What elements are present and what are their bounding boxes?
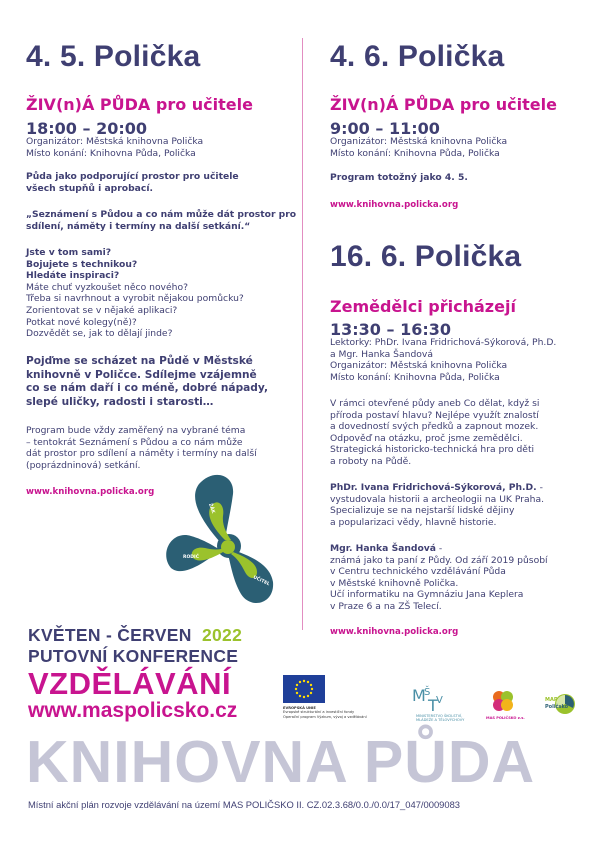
- right1-event-time: 9:00 – 11:00: [330, 119, 440, 138]
- bio-line: vystudovala historii a archeologii na UK Praha.: [330, 493, 545, 505]
- right2-event-date: 16. 6. Polička: [330, 240, 522, 273]
- eu-flag-logo: [283, 675, 325, 703]
- right1-url-link[interactable]: www.knihovna.policka.org: [330, 200, 459, 210]
- right1-note: Program totožný jako 4. 5.: [330, 172, 468, 183]
- desc-line: V rámci otevřené půdy aneb Co dělat, když si: [330, 398, 540, 409]
- svg-text:Š: Š: [424, 687, 431, 698]
- right2-organizer: Organizátor: Městská knihovna Polička: [330, 360, 508, 372]
- right2-event-title: Zemědělci přicházejí: [330, 297, 516, 316]
- question-item: Jste v tom sami?: [26, 247, 112, 258]
- left-intro-line: všech stupňů i aprobací.: [26, 182, 153, 194]
- bio1-name: PhDr. Ivana Fridrichová-Sýkorová, Ph.D.: [330, 482, 537, 493]
- svg-text:V: V: [436, 695, 443, 706]
- header-title: VZDĚLÁVÁNÍ: [28, 666, 232, 701]
- right2-bio2: [330, 543, 548, 613]
- question-item: Dozvědět se, jak to dělají jinde?: [26, 328, 173, 340]
- left-program: [26, 425, 257, 471]
- program-line: (poprázdninová) setkání.: [26, 459, 141, 471]
- triskelion-graphic: [165, 470, 295, 620]
- right2-url-link[interactable]: www.knihovna.policka.org: [330, 627, 459, 637]
- map-label: [545, 697, 558, 703]
- left-questions: [26, 247, 244, 340]
- label-ucitel: UČITEL: [252, 575, 271, 588]
- right2-lecturers: a Mgr. Hanka Šandová: [330, 348, 433, 360]
- right1-organizer: Organizátor: Městská knihovna Polička: [330, 136, 508, 147]
- bio-line: v Praze 6 a na ZŠ Telecí.: [330, 600, 442, 612]
- invite-line: Pojďme se scházet na Půdě v Městské: [26, 355, 253, 367]
- desc-line: a roboty na Půdě.: [330, 455, 412, 467]
- right1-venue: Místo konání: Knihovna Půda, Polička: [330, 147, 500, 159]
- left-quote-line: „Seznámení s Půdou a co nám může dát prostor pro: [26, 209, 297, 220]
- bio-line: známá jako ta paní z Půdy. Od září 2019 působí: [330, 554, 548, 566]
- left-event-time: 18:00 – 20:00: [26, 119, 147, 138]
- triskelion-petals: [166, 475, 273, 603]
- eu-line: Evropské strukturální a investiční fondy: [283, 710, 355, 715]
- left-event-title: ŽIV(n)Á PŮDA pro učitele: [26, 95, 253, 114]
- question-item: Zorientovat se v nějaké aplikaci?: [26, 304, 178, 316]
- left-quote-line: sdílení, náměty i termíny na další setkání.“: [26, 220, 251, 232]
- eu-line: EVROPSKÁ UNIE: [283, 706, 316, 710]
- left-quote: [26, 209, 296, 232]
- desc-line: příroda postaví hlavu? Nejlépe využít znalostí: [330, 409, 539, 421]
- right1-event-date: 4. 6. Polička: [330, 40, 505, 73]
- label-zak: ŽÁK: [207, 502, 216, 515]
- right1-event-info: [330, 136, 507, 159]
- bio-line: v Centru technického vzdělávání Půda: [330, 566, 506, 578]
- left-invite: [26, 355, 268, 409]
- question-item: Máte chuť vyzkoušet něco nového?: [26, 281, 188, 293]
- left-venue: Místo konání: Knihovna Půda, Polička: [26, 147, 196, 159]
- map-label-sub: Poličsko: [545, 704, 569, 710]
- bio1-header: [330, 482, 544, 494]
- bio2-header: [330, 543, 548, 555]
- left-organizer: Organizátor: Městská knihovna Polička: [26, 136, 204, 147]
- bio2-name: Mgr. Hanka Šandová: [330, 543, 436, 554]
- msmt-text: [416, 714, 486, 723]
- invite-line: slepé uličky, radosti i starosti…: [26, 395, 214, 408]
- bio-line: v Městské knihovně Polička.: [330, 577, 459, 589]
- label-rodic: RODIČ: [183, 555, 200, 560]
- msmt-line: MINISTERSTVO ŠKOLSTVÍ,: [416, 714, 463, 718]
- right2-description: [330, 398, 539, 468]
- right2-event-info: [330, 337, 556, 383]
- header-year: 2022: [201, 625, 243, 645]
- left-intro-line: Půda jako podporující prostor pro učitele: [26, 171, 239, 182]
- header-conference: PUTOVNÍ KONFERENCE: [28, 646, 239, 666]
- question-item: Potkat nové kolegy(ně)?: [26, 316, 137, 328]
- eu-stars-icon: [283, 675, 325, 703]
- left-intro: [26, 171, 239, 194]
- desc-line: Odpověď na otázku, proč jsme zemědělci.: [330, 432, 523, 444]
- msmt-logo-icon: [410, 683, 450, 713]
- question-item: Třeba si navrhnout a vyrobit nějakou pomůcku?: [26, 293, 244, 305]
- bio2-dash: -: [436, 543, 443, 554]
- map-label-line: MAP: [545, 697, 558, 703]
- mas-label: MAS POLIČSKO z.s.: [486, 716, 525, 720]
- desc-line: a dovedností svých předků a zapnout mozek.: [330, 421, 539, 433]
- eu-line: Operační program Výzkum, vývoj a vzdělávání: [283, 714, 367, 719]
- left-url-link[interactable]: www.knihovna.policka.org: [26, 487, 155, 497]
- program-line: dát prostor pro sdílení a náměty i termíny na další: [26, 448, 257, 460]
- header-url-link[interactable]: www.maspolicsko.cz: [28, 699, 238, 722]
- footer-text: Místní akční plán rozvoje vzdělávání na území MAS POLIČSKO II. CZ.02.3.68/0.0./0.0/17_047/0009083: [28, 799, 461, 810]
- svg-text:M: M: [412, 686, 426, 705]
- right2-event-time: 13:30 – 16:30: [330, 320, 451, 339]
- program-line: Program bude vždy zaměřený na vybrané téma: [26, 425, 246, 436]
- program-line: – tentokrát Seznámení s Půdou a co nám může: [26, 436, 243, 448]
- column-divider: [302, 38, 303, 630]
- question-item: Hledáte inspiraci?: [26, 270, 120, 282]
- header-months: [28, 625, 242, 645]
- bio-line: Specializuje se na nejstarší lidské dějiny: [330, 505, 515, 517]
- bio-line: Učí informatiku na Gymnáziu Jana Keplera: [330, 589, 524, 601]
- right2-lecturers: Lektorky: PhDr. Ivana Fridrichová-Sýkorová, Ph.D.: [330, 337, 557, 348]
- left-event-info: [26, 136, 203, 159]
- question-item: Bojujete s technikou?: [26, 258, 138, 270]
- right2-venue: Místo konání: Knihovna Půda, Polička: [330, 371, 500, 383]
- bio1-dash: -: [536, 482, 543, 493]
- knihovna-puda-title: KNIHOVNA PŮDA: [26, 729, 536, 795]
- invite-line: knihovně v Poličce. Sdílejme vzájemně: [26, 368, 257, 381]
- msmt-line: MLÁDEŽE A TĚLOVÝCHOVY: [416, 718, 465, 723]
- mas-logo-icon: [490, 688, 516, 714]
- invite-line: co se nám daří i co méně, dobré nápady,: [26, 382, 269, 395]
- right2-bio1: [330, 482, 544, 528]
- inner-center: [221, 540, 235, 554]
- right1-event-title: ŽIV(n)Á PŮDA pro učitele: [330, 95, 557, 114]
- desc-line: Strategická historicko-technická hra pro děti: [330, 444, 535, 456]
- bio-line: a popularizaci vědy, hlavně historie.: [330, 516, 497, 528]
- eu-text: [283, 706, 383, 719]
- svg-text:T: T: [428, 696, 438, 713]
- left-event-date: 4. 5. Polička: [26, 40, 201, 73]
- header-months-text: KVĚTEN - ČERVEN: [28, 625, 192, 645]
